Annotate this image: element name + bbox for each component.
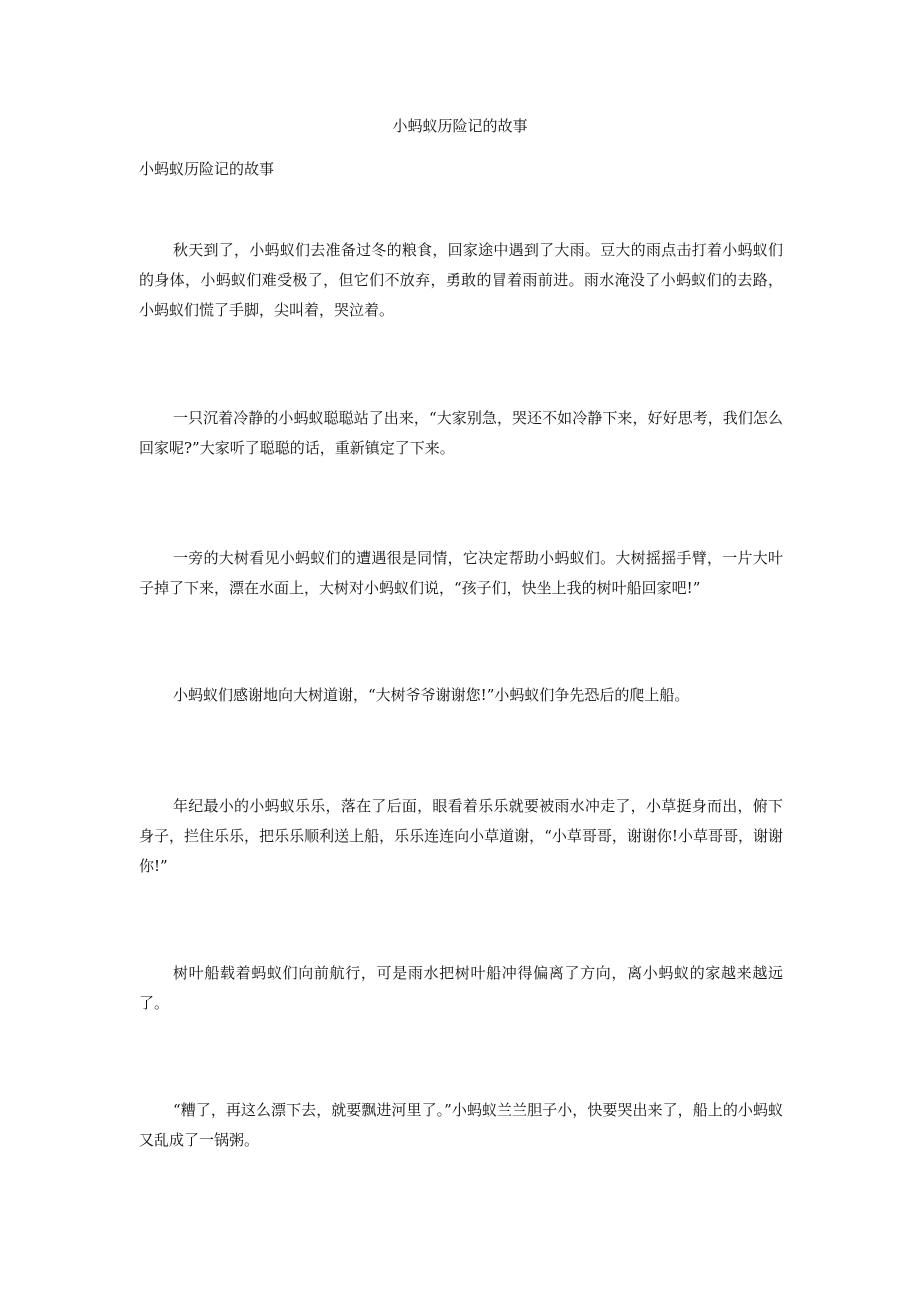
page-title: 小蚂蚁历险记的故事 bbox=[392, 117, 528, 135]
article-subtitle: 小蚂蚁历险记的故事 bbox=[139, 160, 275, 178]
paragraph-2: 一只沉着冷静的小蚂蚁聪聪站了出来，“大家别急，哭还不如冷静下来，好好思考，我们怎么回家呢?”大家听了聪聪的话，重新镇定了下来。 bbox=[139, 409, 783, 457]
paragraph-1: 秋天到了，小蚂蚁们去准备过冬的粮食，回家途中遇到了大雨。豆大的雨点击打着小蚂蚁们的身体，小蚂蚁们难受极了，但它们不放弃，勇敢的冒着雨前进。雨水淹没了小蚂蚁们的去路，小蚂蚁们慌了手脚，尖叫着，哭泣着。 bbox=[139, 241, 783, 319]
paragraph-4: 小蚂蚁们感谢地向大树道谢，“大树爷爷谢谢您!”小蚂蚁们争先恐后的爬上船。 bbox=[173, 686, 690, 704]
paragraph-7: “糟了，再这么漂下去，就要飘进河里了。”小蚂蚁兰兰胆子小，快要哭出来了，船上的小蚂蚁又乱成了一锅粥。 bbox=[139, 1101, 783, 1149]
paragraph-3: 一旁的大树看见小蚂蚁们的遭遇很是同情，它决定帮助小蚂蚁们。大树摇摇手臂，一片大叶子掉了下来，漂在水面上，大树对小蚂蚁们说，“孩子们，快坐上我的树叶船回家吧!” bbox=[139, 549, 783, 597]
paragraph-5: 年纪最小的小蚂蚁乐乐，落在了后面，眼看着乐乐就要被雨水冲走了，小草挺身而出，俯下身子，拦住乐乐，把乐乐顺利送上船，乐乐连连向小草道谢，“小草哥哥，谢谢你!小草哥哥，谢谢你!” bbox=[139, 797, 783, 875]
paragraph-6: 树叶船载着蚂蚁们向前航行，可是雨水把树叶船冲得偏离了方向，离小蚂蚁的家越来越远了。 bbox=[139, 964, 783, 1012]
